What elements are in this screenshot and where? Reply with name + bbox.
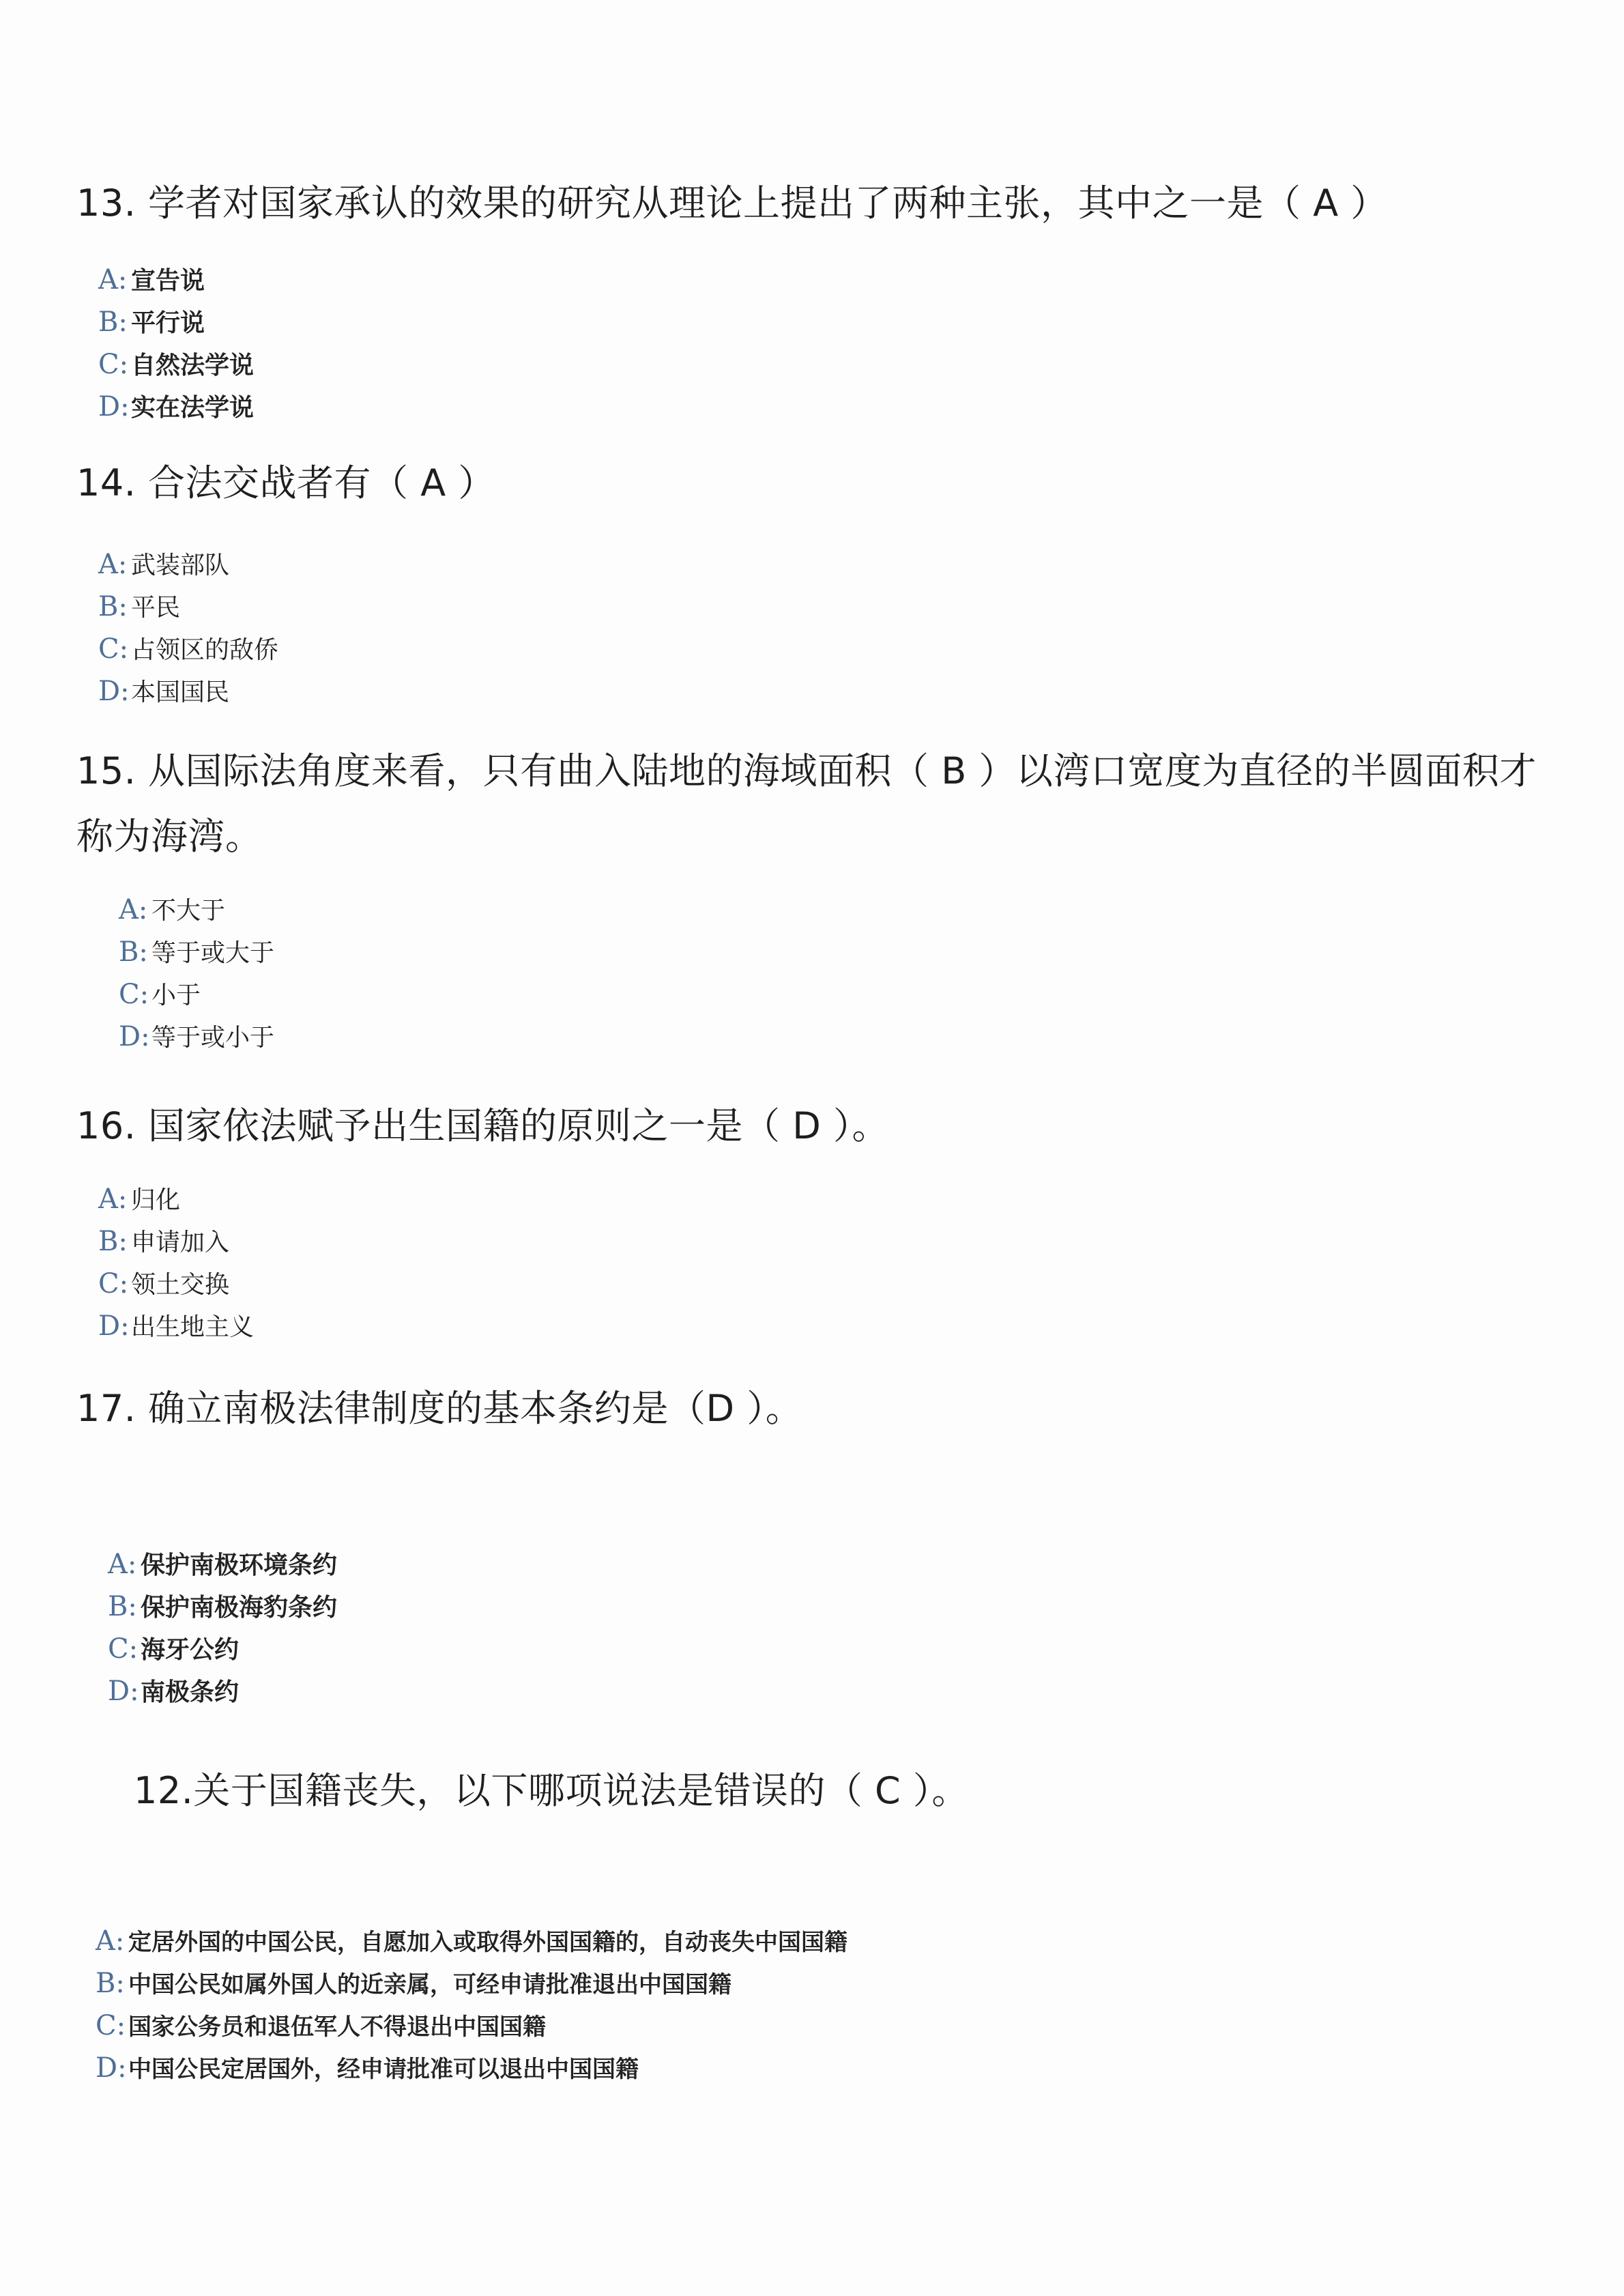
option-text: 武装部队 — [131, 551, 230, 579]
option-text: 小于 — [151, 981, 201, 1009]
option-key: D: — [119, 1021, 150, 1052]
option-text: 保护南极海豹条约 — [141, 1594, 338, 1622]
option-key: B: — [119, 936, 148, 968]
option-c — [96, 2005, 847, 2048]
option-text: 等于或大于 — [151, 939, 275, 967]
option-b — [98, 302, 254, 344]
option-c — [119, 974, 274, 1016]
option-key: C: — [98, 1268, 129, 1300]
option-text: 保护南极环境条约 — [141, 1551, 338, 1579]
option-a — [98, 259, 254, 302]
option-text: 不大于 — [151, 897, 226, 925]
option-key: A: — [98, 1183, 128, 1215]
option-key: C: — [96, 2010, 126, 2041]
option-a — [98, 544, 278, 586]
option-key: D: — [98, 676, 130, 707]
option-b — [98, 1221, 254, 1263]
option-c — [98, 629, 278, 671]
question-13: 13. 学者对国家承认的效果的研究从理论上提出了两种主张，其中之一是（ A ） — [76, 182, 1388, 225]
option-key: B: — [98, 591, 128, 622]
option-a — [96, 1921, 847, 1963]
option-b — [119, 932, 274, 974]
option-c — [98, 344, 254, 386]
option-key: A: — [98, 264, 128, 296]
option-key: C: — [119, 979, 149, 1010]
option-key: B: — [108, 1591, 137, 1622]
option-d — [98, 386, 254, 429]
options-17 — [108, 1544, 337, 1713]
option-key: D: — [98, 1310, 130, 1342]
option-key: B: — [98, 306, 128, 338]
option-a — [119, 889, 274, 932]
question-14: 14. 合法交战者有（ A ） — [76, 461, 495, 504]
option-key: A: — [98, 549, 128, 580]
options-13 — [98, 259, 254, 429]
option-text: 占领区的敌侨 — [131, 636, 279, 664]
option-text: 自然法学说 — [131, 351, 255, 379]
option-text: 国家公务员和退伍军人不得退出中国国籍 — [128, 2013, 546, 2041]
option-key: D: — [96, 2052, 127, 2084]
option-text: 中国公民如属外国人的近亲属，可经申请批准退出中国国籍 — [128, 1971, 731, 1998]
option-key: D: — [108, 1676, 139, 1707]
option-text: 归化 — [131, 1186, 181, 1214]
option-text: 平民 — [131, 594, 181, 622]
option-d — [98, 1306, 254, 1348]
option-b — [108, 1586, 337, 1628]
option-key: A: — [119, 894, 148, 925]
option-a — [98, 1179, 254, 1221]
question-12: 12.关于国籍丧失，以下哪项说法是错误的（ C ）。 — [134, 1769, 969, 1812]
option-text: 申请加入 — [131, 1229, 230, 1257]
option-a — [108, 1544, 337, 1586]
option-d — [108, 1671, 337, 1713]
option-text: 等于或小于 — [151, 1024, 275, 1052]
option-key: B: — [96, 1968, 125, 1999]
options-15 — [119, 889, 274, 1059]
option-text: 出生地主义 — [131, 1313, 255, 1341]
option-c — [98, 1263, 254, 1306]
option-c — [108, 1628, 337, 1671]
option-text: 定居外国的中国公民，自愿加入或取得外国国籍的，自动丧失中国国籍 — [128, 1929, 847, 1956]
option-d — [98, 671, 278, 713]
option-text: 本国国民 — [131, 678, 230, 706]
option-key: D: — [98, 391, 130, 422]
option-text: 南极条约 — [141, 1678, 240, 1706]
option-text: 领土交换 — [131, 1271, 230, 1299]
option-key: A: — [96, 1925, 125, 1957]
options-12 — [96, 1921, 847, 2090]
option-text: 宣告说 — [131, 267, 205, 295]
option-key: C: — [108, 1633, 139, 1665]
question-15: 15. 从国际法角度来看，只有曲入陆地的海域面积（ B ）以湾口宽度为直径的半圆面积才称为海湾。 — [76, 749, 1537, 858]
option-text: 海牙公约 — [141, 1636, 240, 1664]
option-text: 中国公民定居国外，经申请批准可以退出中国国籍 — [128, 2056, 639, 2083]
option-d — [119, 1016, 274, 1059]
option-key: C: — [98, 633, 129, 665]
option-b — [98, 586, 278, 629]
option-d — [96, 2048, 847, 2090]
options-16 — [98, 1179, 254, 1348]
option-text: 实在法学说 — [131, 394, 255, 422]
option-key: B: — [98, 1226, 128, 1257]
option-key: C: — [98, 349, 129, 380]
option-key: A: — [108, 1549, 137, 1580]
options-14 — [98, 544, 278, 713]
option-b — [96, 1963, 847, 2005]
option-text: 平行说 — [131, 309, 205, 337]
question-16: 16. 国家依法赋予出生国籍的原则之一是（ D ）。 — [76, 1104, 889, 1147]
question-17: 17. 确立南极法律制度的基本条约是（D ）。 — [76, 1387, 803, 1430]
